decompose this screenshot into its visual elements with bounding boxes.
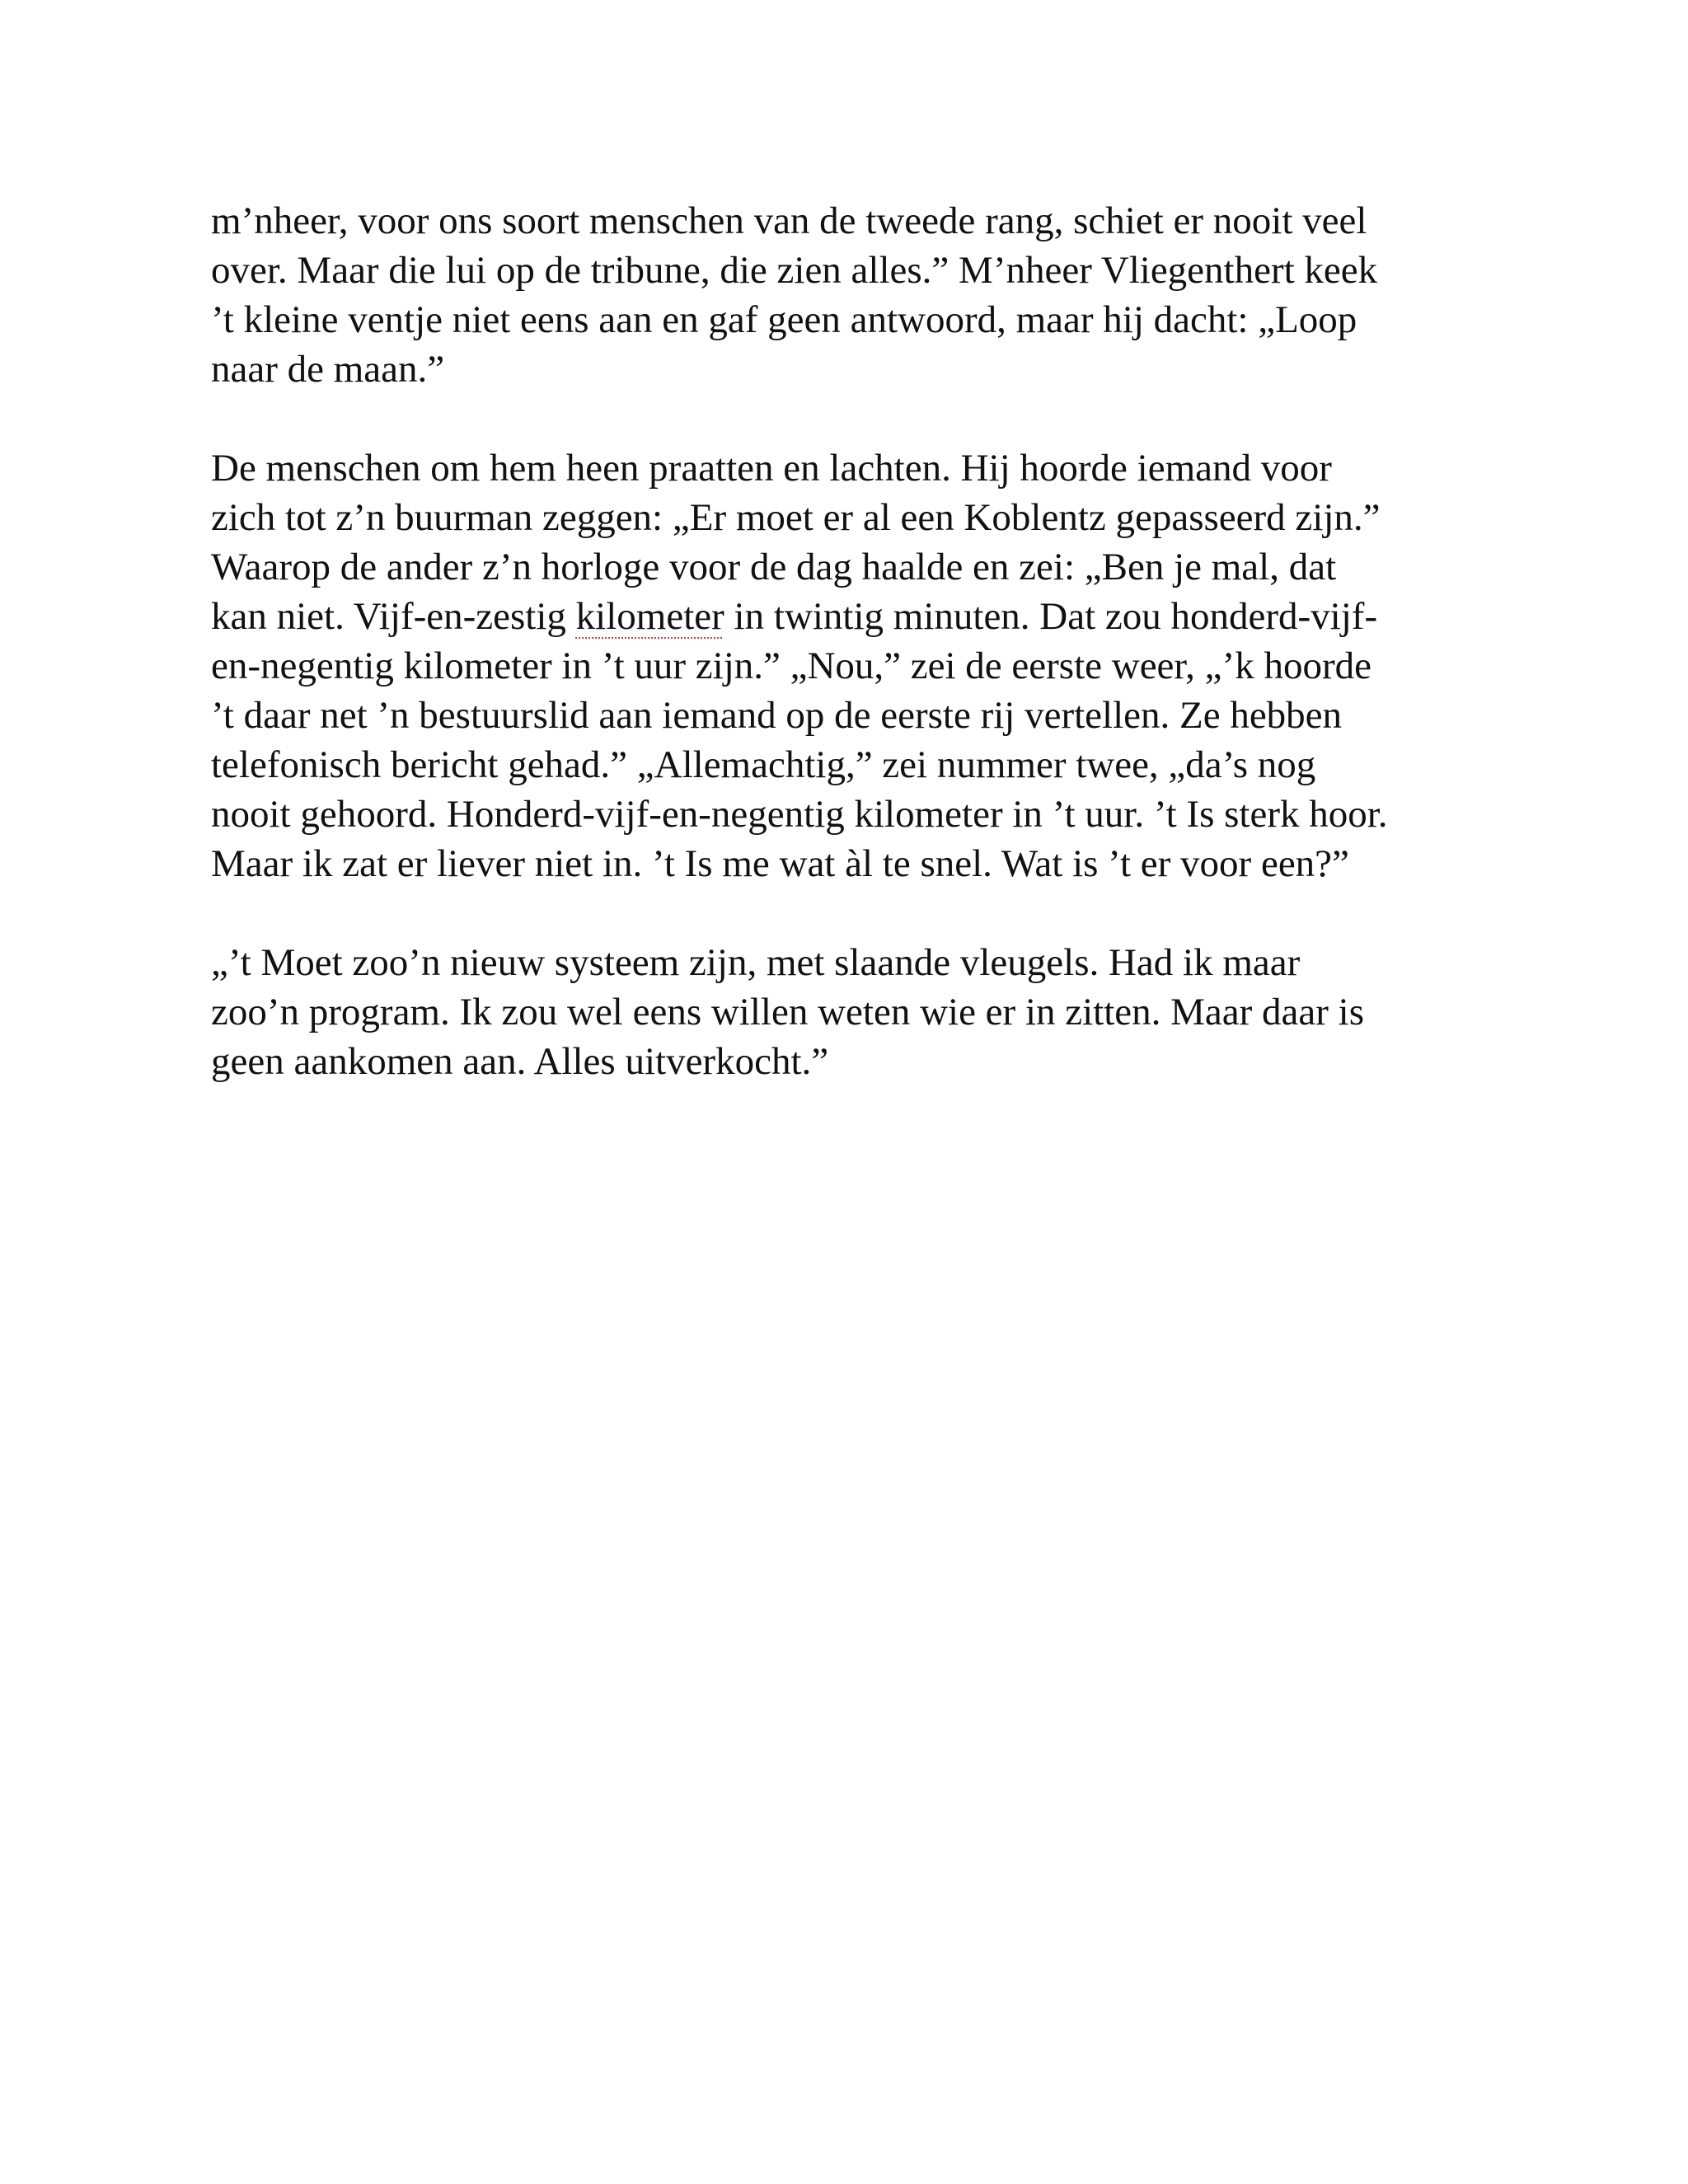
paragraph-1 [211,196,1497,394]
spelling-flagged-word[interactable]: kilometer [575,595,724,638]
text-line: Maar ik zat er liever niet in. ’t Is me wat àl te snel. Wat is ’t er voor een?” [211,842,1349,885]
paragraph-3 [211,938,1497,1086]
text-line: „’t Moet zoo’n nieuw systeem zijn, met slaande vleugels. Had ik maar [211,941,1301,984]
text-line: kan niet. Vijf-en-zestig kilometer in twintig minuten. Dat zou honderd-vijf- [211,595,1378,638]
text-line: De menschen om hem heen praatten en lachten. Hij hoorde iemand voor [211,447,1332,490]
text-line: telefonisch bericht gehad.” „Allemachtig,” zei nummer twee, „da’s nog [211,743,1316,786]
text-line: geen aankomen aan. Alles uitverkocht.” [211,1040,829,1083]
document-body [211,196,1497,1136]
text-line: nooit gehoord. Honderd-vijf-en-negentig kilometer in ’t uur. ’t Is sterk hoor. [211,793,1388,836]
text-line: m’nheer, voor ons soort menschen van de tweede rang, schiet er nooit veel [211,199,1367,242]
text-line: zich tot z’n buurman zeggen: „Er moet er al een Koblentz gepasseerd zijn.” [211,496,1381,539]
text-line: Waarop de ander z’n horloge voor de dag haalde en zei: „Ben je mal, dat [211,546,1337,588]
text-line: over. Maar die lui op de tribune, die zien alles.” M’nheer Vliegenthert keek [211,249,1378,292]
text-line: ’t kleine ventje niet eens aan en gaf geen antwoord, maar hij dacht: „Loop [211,298,1357,341]
text-line: naar de maan.” [211,348,445,391]
text-line: ’t daar net ’n bestuurslid aan iemand op de eerste rij vertellen. Ze hebben [211,694,1343,737]
paragraph-2 [211,443,1497,888]
text-line: zoo’n program. Ik zou wel eens willen weten wie er in zitten. Maar daar is [211,991,1365,1033]
text-line: en-negentig kilometer in ’t uur zijn.” „Nou,” zei de eerste weer, „’k hoorde [211,644,1372,687]
